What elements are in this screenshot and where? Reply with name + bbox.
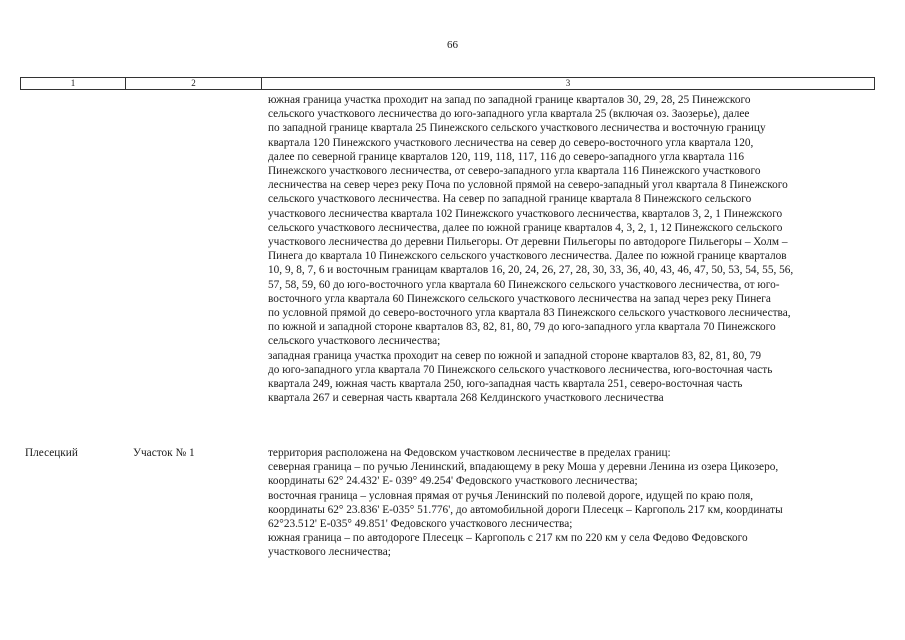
- text-line: по западной границе квартала 25 Пинежского сельского участкового лесничества и восточную границу: [268, 122, 766, 135]
- text-line: участкового лесничества;: [268, 546, 391, 559]
- text-line: квартала 267 и северная часть квартала 268 Келдинского участкового лесничества: [268, 392, 664, 405]
- text-line: квартала 120 Пинежского участкового лесничества на север до северо-восточного угла квартала 120,: [268, 136, 754, 149]
- page-number: 66: [447, 39, 458, 51]
- text-line: координаты 62° 24.432' Е- 039° 49.254' Федовского участкового лесничества;: [268, 475, 638, 488]
- boundary-description-plesetsk: [268, 446, 878, 560]
- boundary-description-pinega: [268, 93, 878, 405]
- text-line: территория расположена на Федовском участковом лесничестве в пределах границ:: [268, 447, 671, 459]
- text-line: 62°23.512' Е-035° 49.851' Федовского участкового лесничества;: [268, 518, 573, 531]
- text-line: до юго-западного угла квартала 70 Пинежского сельского участкового лесничества, юго-восточная часть: [268, 363, 773, 376]
- text-line: квартала 249, южная часть квартала 250, юго-западная часть квартала 251, северо-восточная часть: [268, 378, 743, 391]
- text-line: Пинежского участкового лесничества, от северо-западного угла квартала 116 Пинежского участкового: [268, 165, 761, 178]
- column-header-2: 2: [126, 78, 262, 90]
- text-line: по южной и западной стороне кварталов 83, 82, 81, 80, 79 до юго-западного угла квартала 70 Пинежского: [268, 321, 776, 334]
- text-line: западная граница участка проходит на север по южной и западной стороне кварталов 83, 82, 81, 80, 79: [268, 349, 762, 362]
- text-line: координаты 62° 23.836' Е-035° 51.776', до автомобильной дороги Плесецк – Каргополь 217 км, координаты: [268, 503, 783, 516]
- plot-name: Участок № 1: [133, 447, 195, 459]
- text-line: участкового лесничества квартала 102 Пинежского участкового лесничества, кварталов 3, 2, 1 Пинежского: [268, 207, 783, 220]
- text-line: сельского участкового лесничества до юго-западного угла квартала 25 (включая оз. Заозерье), далее: [268, 108, 750, 121]
- column-header-3: 3: [262, 78, 875, 90]
- text-line: лесничества на север через реку Поча по условной прямой на северо-западный угол квартала 8 Пинежского: [268, 179, 788, 192]
- text-line: восточная граница – условная прямая от ручья Ленинский по полевой дороге, идущей по краю поля,: [268, 489, 754, 502]
- text-line: по условной прямой до северо-восточного угла квартала 83 Пинежского сельского участкового лесничества,: [268, 307, 791, 320]
- text-line: южная граница участка проходит на запад по западной границе кварталов 30, 29, 28, 25 Пинежского: [268, 94, 751, 106]
- text-line: 57, 58, 59, 60 до юго-восточного угла квартала 60 Пинежского сельского участкового лесничества, от юго-: [268, 278, 780, 291]
- text-line: Пинега до квартала 10 Пинежского сельского участкового лесничества. Далее по южной границе кварталов: [268, 250, 787, 263]
- text-line: восточного угла квартала 60 Пинежского сельского участкового лесничества на запад через реку Пинега: [268, 292, 771, 305]
- text-line: участкового лесничества до деревни Пильегоры. От деревни Пильегоры по автодороге Пильегоры – Холм –: [268, 236, 788, 249]
- text-line: сельского участкового лесничества. На север по западной границе квартала 8 Пинежского сельского: [268, 193, 752, 206]
- text-line: сельского участкового лесничества;: [268, 335, 441, 348]
- text-line: далее по северной границе кварталов 120, 119, 118, 117, 116 до северо-западного угла квартала 116: [268, 150, 745, 163]
- text-line: 10, 9, 8, 7, 6 и восточным границам кварталов 16, 20, 24, 26, 27, 28, 30, 33, 36, 40, 43, 46, 47, 50, 53, 54, 55, 56,: [268, 264, 794, 277]
- text-line: северная граница – по ручью Ленинский, впадающему в реку Моша у деревни Ленина из озера Цикозеро,: [268, 461, 779, 474]
- column-header-row: [21, 78, 875, 90]
- column-header-table: [20, 77, 875, 90]
- column-header-1: 1: [21, 78, 126, 90]
- text-line: южная граница – по автодороге Плесецк – Каргополь с 217 км по 220 км у села Федово Федовского: [268, 532, 748, 545]
- district-name: Плесецкий: [25, 447, 78, 459]
- text-line: сельского участкового лесничества, далее по южной границе кварталов 4, 3, 2, 1, 12 Пинежского сельского: [268, 221, 783, 234]
